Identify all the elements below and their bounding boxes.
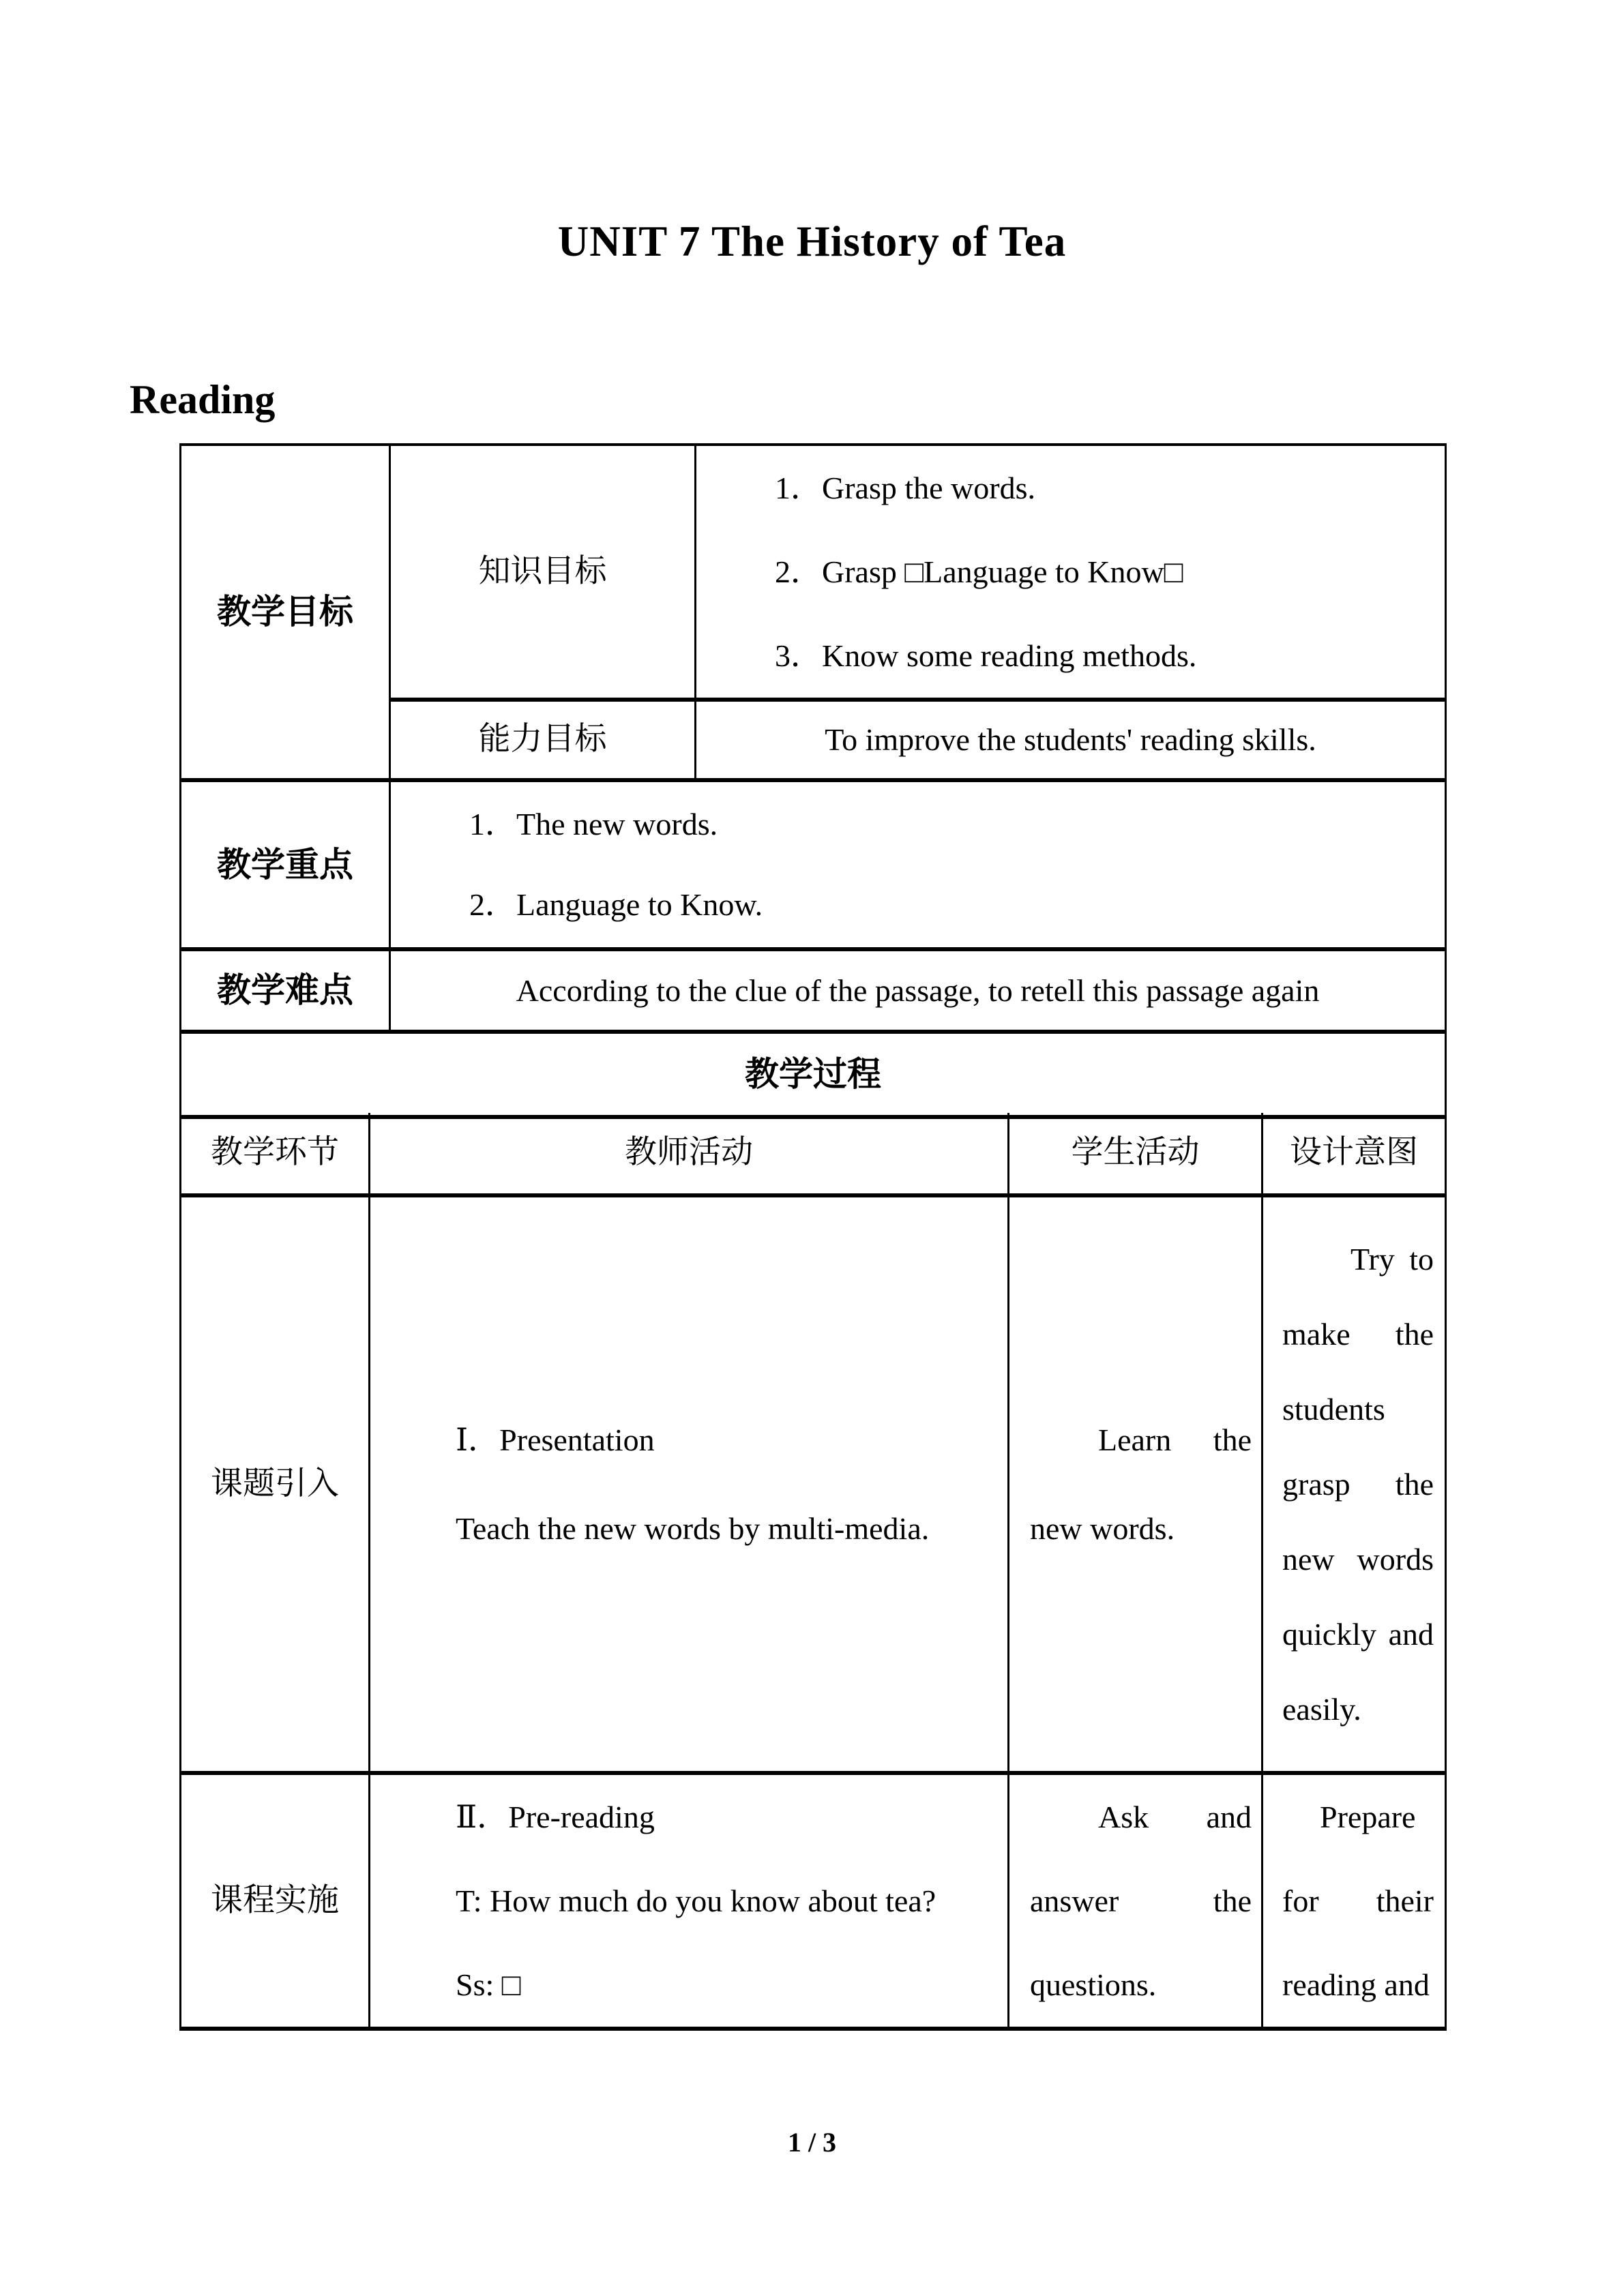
knowledge-label-cell: 知识目标 xyxy=(390,445,696,700)
teacher-line: Teach the new words by multi-media. xyxy=(456,1510,930,1546)
knowledge-items-cell xyxy=(696,445,1446,700)
teacher-activity-cell xyxy=(370,1773,1009,2029)
key-points-label-cell: 教学重点 xyxy=(181,780,390,949)
page-number: 1 / 3 xyxy=(787,2127,837,2158)
student-line: questions. xyxy=(1030,1967,1157,2002)
student-line: answer the xyxy=(1030,1883,1252,1918)
design-intent-cell xyxy=(1263,1195,1446,1773)
teacher-line: Ⅰ．Presentation xyxy=(456,1422,655,1457)
intent-line: reading and xyxy=(1282,1967,1430,2002)
intent-line: grasp the xyxy=(1282,1466,1434,1502)
table-row xyxy=(181,1773,1446,2029)
table-row xyxy=(181,445,1446,700)
intent-line: for their xyxy=(1282,1883,1434,1918)
student-line: Learn the xyxy=(1098,1422,1252,1457)
intent-line: new words xyxy=(1282,1541,1434,1577)
key-point-item: 1．The new words. xyxy=(469,807,718,841)
knowledge-item: 1．Grasp the words. xyxy=(775,471,1035,505)
header-student-cell: 学生活动 xyxy=(1009,1113,1263,1195)
knowledge-item: 3．Know some reading methods. xyxy=(775,638,1197,673)
student-activity-cell xyxy=(1009,1773,1263,2029)
table-row xyxy=(181,1032,1446,1117)
goal-label-cell: 教学目标 xyxy=(181,445,390,780)
student-line: Ask and xyxy=(1098,1800,1252,1834)
intent-line: make the xyxy=(1282,1316,1434,1352)
process-table xyxy=(179,1113,1447,2031)
intent-line: quickly and xyxy=(1282,1616,1434,1652)
knowledge-item: 2．Grasp □Language to Know□ xyxy=(775,554,1183,589)
objectives-table xyxy=(179,443,1447,1119)
process-banner-cell: 教学过程 xyxy=(181,1032,1446,1117)
student-line: new words. xyxy=(1030,1510,1175,1546)
header-intent-cell: 设计意图 xyxy=(1263,1113,1446,1195)
intent-line: students xyxy=(1282,1391,1385,1427)
stage-label-cell: 课程实施 xyxy=(181,1773,370,2029)
header-stage-cell: 教学环节 xyxy=(181,1113,370,1195)
intent-line: Try to xyxy=(1350,1241,1434,1277)
header-teacher-cell: 教师活动 xyxy=(370,1113,1009,1195)
ability-label-cell: 能力目标 xyxy=(390,700,696,780)
teacher-activity-cell xyxy=(370,1195,1009,1773)
table-row xyxy=(181,949,1446,1032)
teacher-line: Ⅱ．Pre-reading xyxy=(456,1800,655,1834)
difficulty-label-cell: 教学难点 xyxy=(181,949,390,1032)
section-heading: Reading xyxy=(130,377,276,422)
page-title: UNIT 7 The History of Tea xyxy=(557,218,1067,265)
table-row xyxy=(181,780,1446,949)
key-points-cell xyxy=(390,780,1446,949)
intent-line: Prepare xyxy=(1320,1800,1416,1834)
difficulty-text-cell: According to the clue of the passage, to retell this passage again xyxy=(390,949,1446,1032)
teacher-line: T: How much do you know about tea? xyxy=(456,1883,936,1918)
table-row xyxy=(181,1195,1446,1773)
stage-label-cell: 课题引入 xyxy=(181,1195,370,1773)
intent-line: easily. xyxy=(1282,1691,1361,1727)
process-header-row xyxy=(181,1113,1446,1195)
ability-text-cell: To improve the students' reading skills. xyxy=(696,700,1446,780)
key-point-item: 2．Language to Know. xyxy=(469,887,763,922)
design-intent-cell xyxy=(1263,1773,1446,2029)
student-activity-cell xyxy=(1009,1195,1263,1773)
teacher-line: Ss: □ xyxy=(456,1967,521,2002)
